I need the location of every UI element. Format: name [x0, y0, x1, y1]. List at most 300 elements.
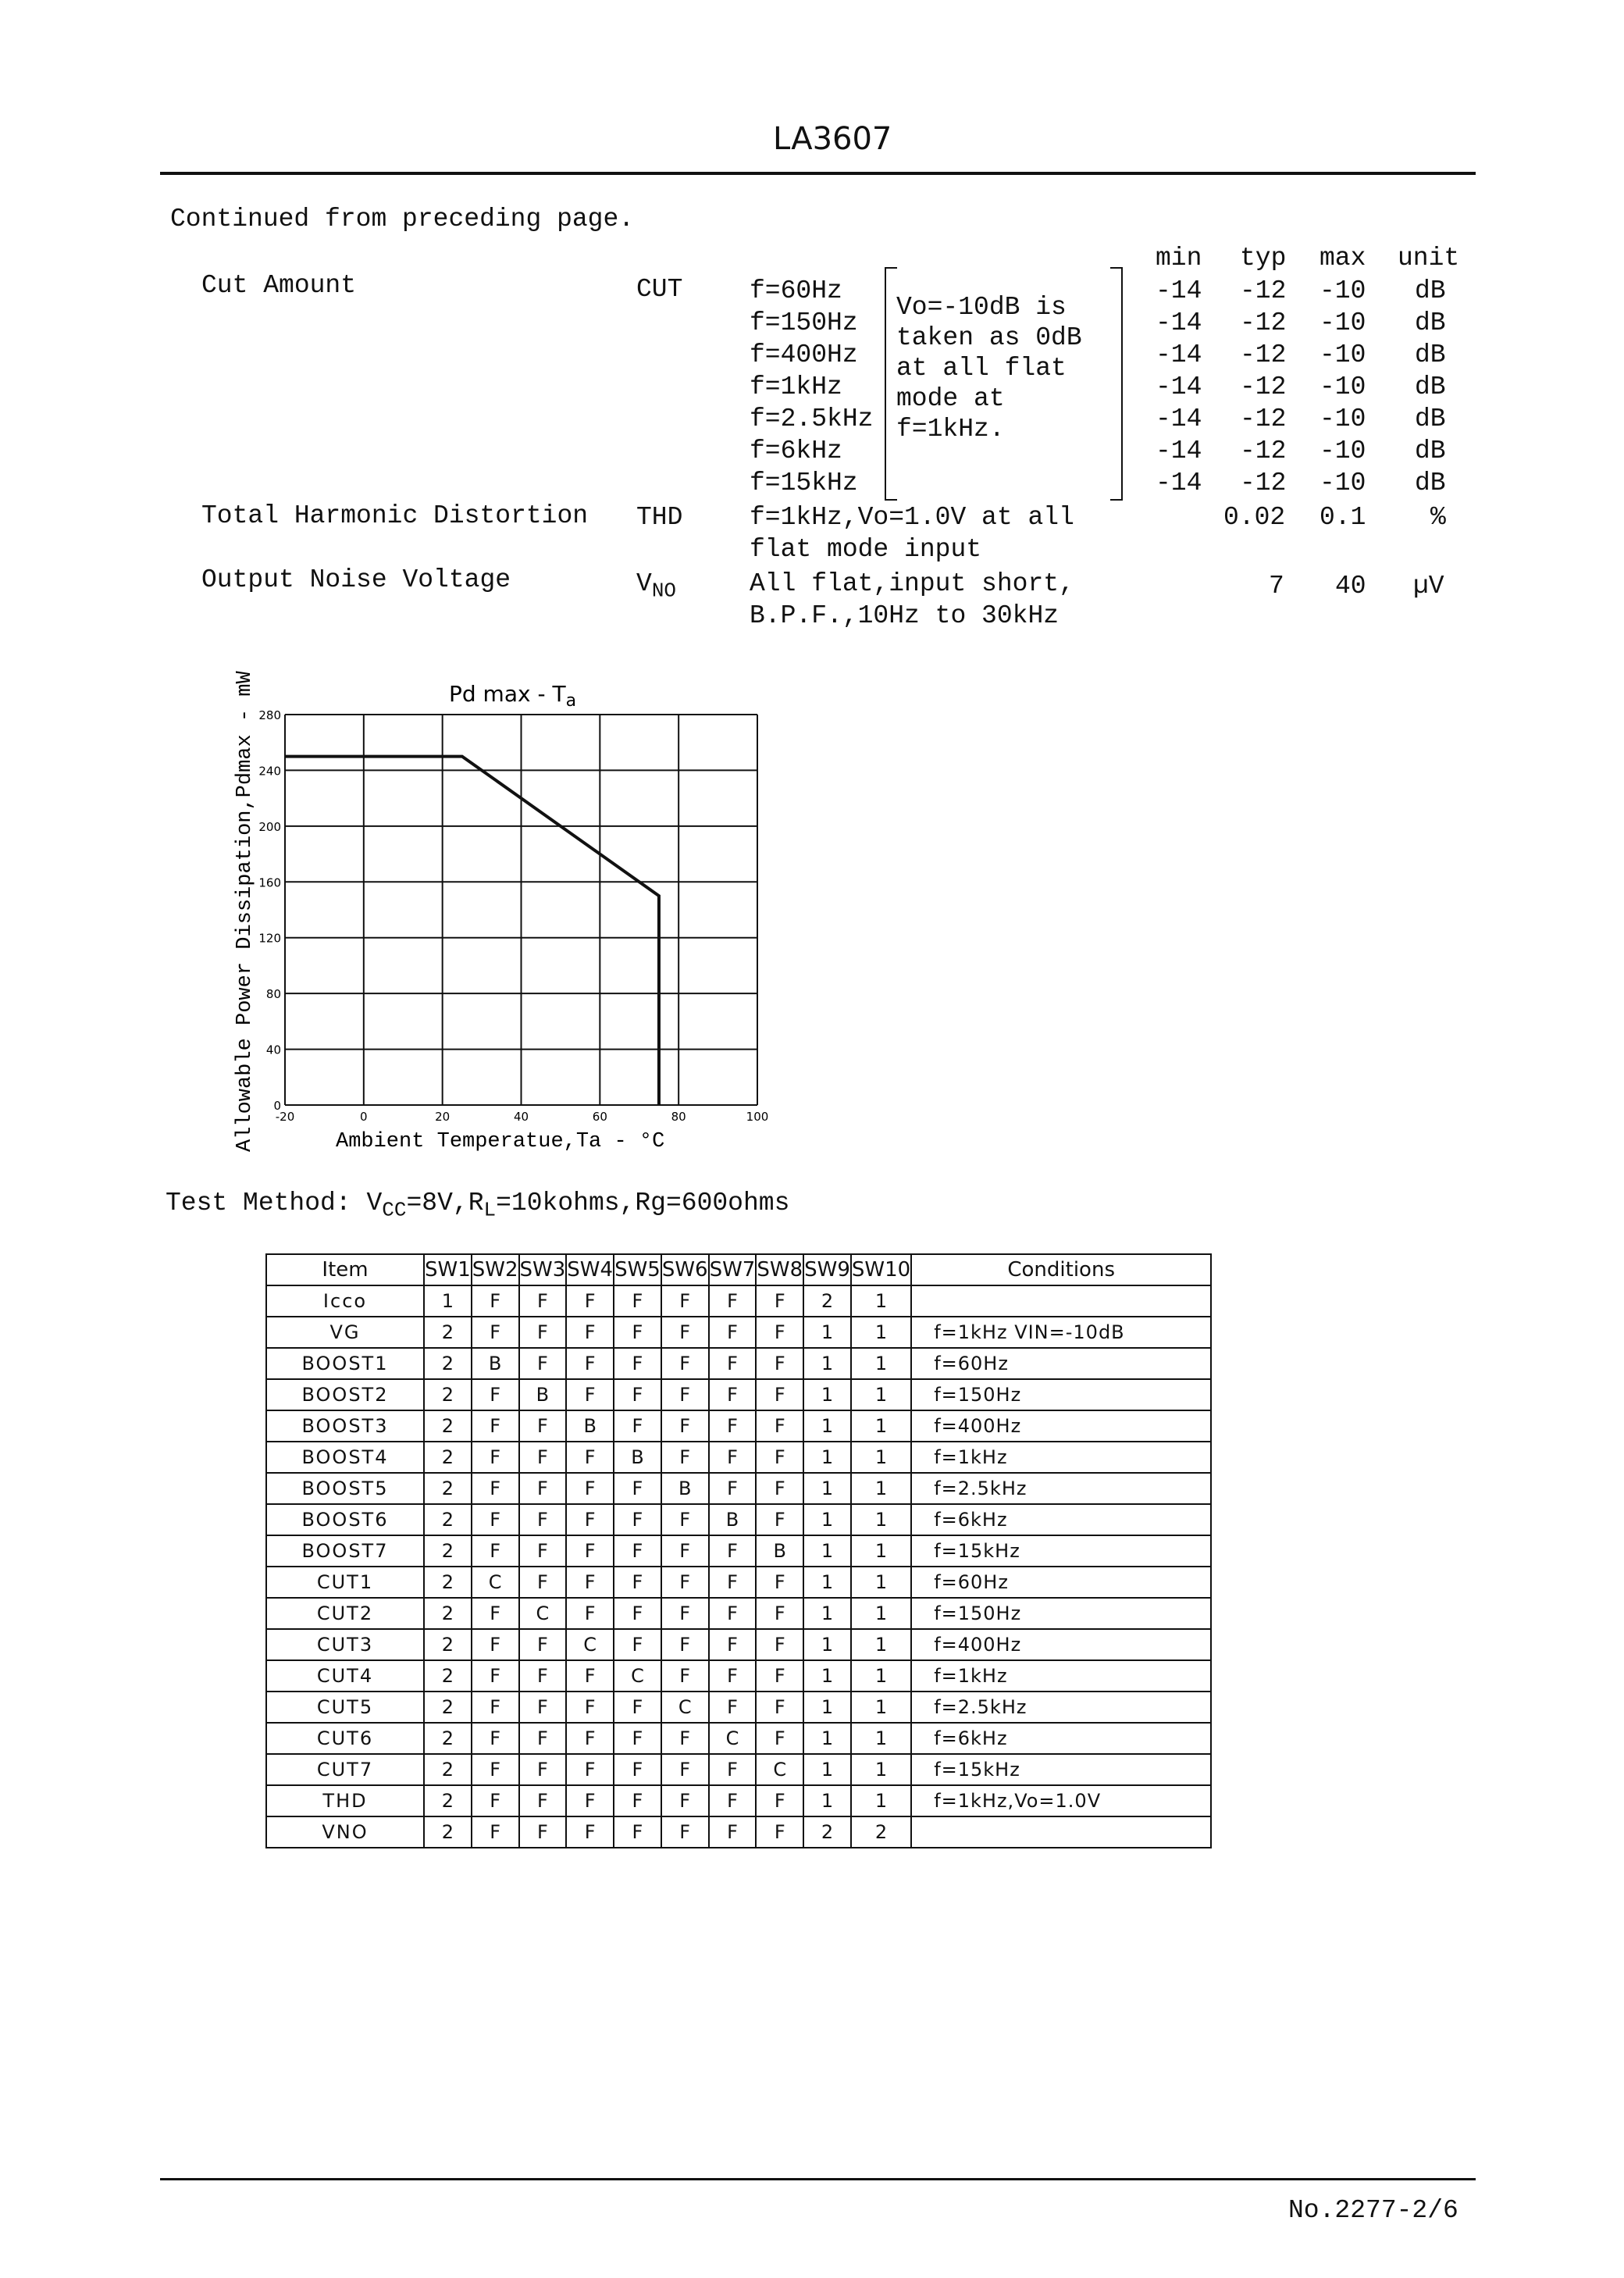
switch-setting: F	[614, 1410, 661, 1442]
switch-setting: F	[614, 1317, 661, 1348]
chart-title-main: Pd max - T	[449, 681, 566, 707]
switch-setting: 2	[424, 1535, 472, 1567]
row-condition: f=1kHz	[911, 1442, 1211, 1473]
table-row	[266, 1317, 1211, 1348]
switch-setting: 1	[803, 1317, 851, 1348]
switch-setting: F	[614, 1816, 661, 1848]
switch-setting: 1	[851, 1317, 911, 1348]
row-item: BOOST6	[266, 1504, 424, 1535]
chart-series	[285, 757, 659, 1105]
table-row	[266, 1442, 1211, 1473]
switch-setting: 1	[803, 1660, 851, 1692]
switch-setting: F	[709, 1535, 757, 1567]
cut-note-line: f=1kHz.	[896, 415, 1005, 444]
switch-setting: F	[756, 1785, 803, 1816]
switch-setting: F	[756, 1598, 803, 1629]
row-item: THD	[266, 1785, 424, 1816]
switch-setting: F	[661, 1285, 709, 1317]
table-row	[266, 1473, 1211, 1504]
switch-setting: F	[519, 1285, 567, 1317]
cut-typ: -12	[1240, 373, 1287, 401]
x-tick-label: 80	[671, 1110, 686, 1124]
row-condition: f=2.5kHz	[911, 1692, 1211, 1723]
thd-unit: %	[1430, 503, 1446, 532]
header-sw3: SW3	[519, 1254, 567, 1285]
cut-max: -10	[1320, 405, 1366, 433]
switch-setting: F	[756, 1348, 803, 1379]
switch-setting: F	[472, 1723, 519, 1754]
left-bracket	[885, 267, 897, 501]
row-item: BOOST1	[266, 1348, 424, 1379]
switch-setting: 1	[803, 1629, 851, 1660]
row-item: BOOST4	[266, 1442, 424, 1473]
chart-y-ticks	[258, 708, 281, 1113]
row-item: CUT4	[266, 1660, 424, 1692]
switch-setting: F	[519, 1692, 567, 1723]
switch-setting: F	[661, 1348, 709, 1379]
switch-setting: F	[472, 1754, 519, 1785]
switch-setting: F	[472, 1660, 519, 1692]
switch-setting: 2	[424, 1567, 472, 1598]
switch-setting: F	[566, 1379, 614, 1410]
switch-setting: F	[519, 1442, 567, 1473]
table-row	[266, 1598, 1211, 1629]
switch-setting: F	[709, 1567, 757, 1598]
cut-min: -14	[1156, 276, 1202, 305]
y-tick-label: 240	[258, 764, 281, 779]
switch-setting: 1	[851, 1348, 911, 1379]
switch-setting: 2	[424, 1473, 472, 1504]
switch-setting: F	[756, 1317, 803, 1348]
col-header-typ: typ	[1240, 244, 1287, 273]
switch-setting: 2	[424, 1442, 472, 1473]
switch-setting: F	[756, 1410, 803, 1442]
switch-setting: F	[472, 1317, 519, 1348]
y-tick-label: 280	[258, 708, 281, 722]
switch-setting: 1	[851, 1535, 911, 1567]
cut-typ: -12	[1240, 405, 1287, 433]
switch-setting: C	[661, 1692, 709, 1723]
switch-setting: F	[709, 1629, 757, 1660]
switch-table-body	[266, 1285, 1211, 1848]
switch-setting: F	[756, 1442, 803, 1473]
switch-setting: F	[472, 1535, 519, 1567]
thd-max: 0.1	[1320, 503, 1366, 532]
switch-setting: F	[756, 1660, 803, 1692]
switch-setting: 1	[851, 1473, 911, 1504]
switch-setting: F	[756, 1473, 803, 1504]
switch-setting: 1	[851, 1660, 911, 1692]
cut-min: -14	[1156, 373, 1202, 401]
vno-cond-line: B.P.F.,10Hz to 30kHz	[750, 601, 1060, 630]
cut-min: -14	[1156, 405, 1202, 433]
cut-min: -14	[1156, 340, 1202, 369]
switch-setting: F	[756, 1629, 803, 1660]
cut-symbol: CUT	[636, 275, 683, 304]
top-rule	[160, 172, 1476, 175]
switch-setting: C	[566, 1629, 614, 1660]
table-row	[266, 1535, 1211, 1567]
switch-setting: F	[661, 1504, 709, 1535]
row-condition: f=1kHz	[911, 1660, 1211, 1692]
row-condition: f=1kHz VIN=-10dB	[911, 1317, 1211, 1348]
header-sw6: SW6	[661, 1254, 709, 1285]
cut-typ: -12	[1240, 469, 1287, 497]
row-condition: f=400Hz	[911, 1410, 1211, 1442]
switch-setting: F	[566, 1785, 614, 1816]
switch-setting: 2	[424, 1629, 472, 1660]
thd-typ: 0.02	[1223, 503, 1286, 532]
table-row	[266, 1567, 1211, 1598]
cut-typ: -12	[1240, 308, 1287, 337]
col-header-min: min	[1156, 244, 1202, 273]
switch-setting: F	[709, 1379, 757, 1410]
switch-setting: F	[709, 1285, 757, 1317]
row-item: BOOST7	[266, 1535, 424, 1567]
switch-setting: F	[709, 1410, 757, 1442]
cut-note	[896, 292, 1082, 444]
header-sw5: SW5	[614, 1254, 661, 1285]
cut-amount-label: Cut Amount	[201, 271, 357, 300]
chart-x-ticks	[276, 1110, 769, 1124]
switch-setting: 1	[803, 1723, 851, 1754]
row-condition: f=150Hz	[911, 1598, 1211, 1629]
right-bracket	[1110, 267, 1123, 501]
chart-x-label: Ambient Temperatue,Ta - °C	[336, 1130, 665, 1153]
switch-setting: 1	[803, 1504, 851, 1535]
switch-setting: 2	[424, 1379, 472, 1410]
switch-setting: F	[614, 1785, 661, 1816]
test-method-prefix: Test Method:	[166, 1189, 367, 1217]
switch-setting: F	[661, 1410, 709, 1442]
switch-setting: 2	[424, 1598, 472, 1629]
cut-typ: -12	[1240, 276, 1287, 305]
table-row	[266, 1629, 1211, 1660]
switch-setting: 1	[851, 1410, 911, 1442]
switch-setting: 2	[424, 1410, 472, 1442]
switch-setting: F	[661, 1535, 709, 1567]
switch-setting: F	[472, 1504, 519, 1535]
cut-typ-col	[1240, 275, 1286, 499]
y-tick-label: 0	[273, 1099, 281, 1113]
switch-setting: F	[519, 1535, 567, 1567]
switch-setting: C	[709, 1723, 757, 1754]
switch-setting: F	[661, 1785, 709, 1816]
switch-setting: B	[756, 1535, 803, 1567]
vno-cond-line: All flat,input short,	[750, 569, 1074, 598]
switch-setting: 2	[424, 1348, 472, 1379]
page-number: No.2277-2/6	[1288, 2196, 1458, 2225]
switch-setting: B	[709, 1504, 757, 1535]
chart-grid	[285, 715, 757, 1105]
switch-setting: F	[614, 1692, 661, 1723]
switch-setting: F	[756, 1816, 803, 1848]
switch-setting: F	[614, 1379, 661, 1410]
y-tick-label: 160	[258, 875, 281, 890]
test-method	[166, 1189, 789, 1222]
row-condition	[911, 1816, 1211, 1848]
switch-setting: F	[566, 1285, 614, 1317]
switch-setting: 1	[851, 1285, 911, 1317]
switch-setting: C	[472, 1567, 519, 1598]
header-sw4: SW4	[566, 1254, 614, 1285]
switch-setting: F	[661, 1816, 709, 1848]
switch-setting: F	[472, 1816, 519, 1848]
switch-setting: F	[709, 1473, 757, 1504]
switch-setting: F	[709, 1754, 757, 1785]
switch-setting: 2	[803, 1816, 851, 1848]
switch-setting: F	[661, 1317, 709, 1348]
cut-note-line: taken as 0dB	[896, 323, 1082, 352]
x-tick-label: 0	[360, 1110, 368, 1124]
col-header-max: max	[1320, 244, 1366, 273]
switch-setting: B	[566, 1410, 614, 1442]
row-condition: f=2.5kHz	[911, 1473, 1211, 1504]
row-condition: f=6kHz	[911, 1504, 1211, 1535]
switch-setting: F	[519, 1660, 567, 1692]
switch-table-header	[266, 1254, 1211, 1285]
switch-setting: F	[614, 1504, 661, 1535]
pd-max-chart	[211, 648, 789, 1164]
switch-setting: C	[614, 1660, 661, 1692]
cut-max: -10	[1320, 469, 1366, 497]
chart-title	[449, 681, 576, 711]
switch-setting: 1	[851, 1692, 911, 1723]
table-row	[266, 1692, 1211, 1723]
row-item: CUT1	[266, 1567, 424, 1598]
vno-conditions	[750, 568, 1074, 632]
col-header-unit: unit	[1398, 244, 1460, 273]
row-condition: f=400Hz	[911, 1629, 1211, 1660]
switch-setting: F	[614, 1285, 661, 1317]
cut-typ: -12	[1240, 437, 1287, 465]
cut-min-col	[1156, 275, 1202, 499]
x-tick-label: -20	[275, 1110, 295, 1124]
switch-setting: F	[614, 1348, 661, 1379]
row-item: BOOST2	[266, 1379, 424, 1410]
switch-setting: F	[519, 1410, 567, 1442]
table-row	[266, 1379, 1211, 1410]
cut-freq: f=15kHz	[750, 469, 858, 497]
switch-setting: F	[472, 1785, 519, 1816]
x-tick-label: 40	[513, 1110, 529, 1124]
header-sw7: SW7	[709, 1254, 757, 1285]
switch-setting: 2	[424, 1754, 472, 1785]
switch-table	[265, 1253, 1212, 1848]
switch-setting: F	[709, 1785, 757, 1816]
switch-setting: 2	[424, 1317, 472, 1348]
thd-symbol: THD	[636, 503, 683, 532]
switch-setting: 2	[851, 1816, 911, 1848]
switch-setting: 1	[851, 1567, 911, 1598]
switch-setting: F	[472, 1473, 519, 1504]
x-tick-label: 60	[592, 1110, 607, 1124]
switch-setting: F	[566, 1504, 614, 1535]
switch-setting: F	[661, 1442, 709, 1473]
switch-setting: F	[519, 1504, 567, 1535]
cut-max: -10	[1320, 308, 1366, 337]
header-item: Item	[266, 1254, 424, 1285]
switch-setting: 1	[424, 1285, 472, 1317]
row-condition: f=60Hz	[911, 1348, 1211, 1379]
vno-symbol	[636, 568, 676, 608]
switch-setting: 1	[803, 1410, 851, 1442]
row-item: CUT7	[266, 1754, 424, 1785]
cut-note-line: at all flat	[896, 354, 1067, 383]
switch-setting: F	[566, 1723, 614, 1754]
switch-setting: F	[756, 1285, 803, 1317]
cut-unit: dB	[1415, 276, 1446, 305]
switch-setting: 2	[424, 1723, 472, 1754]
switch-setting: F	[519, 1473, 567, 1504]
cut-max: -10	[1320, 276, 1366, 305]
table-row	[266, 1285, 1211, 1317]
switch-setting: F	[709, 1816, 757, 1848]
switch-setting: F	[566, 1473, 614, 1504]
cut-freq-list	[750, 275, 873, 499]
switch-setting: 2	[424, 1785, 472, 1816]
switch-setting: F	[756, 1692, 803, 1723]
switch-setting: F	[709, 1692, 757, 1723]
row-item: CUT2	[266, 1598, 424, 1629]
row-item: VNO	[266, 1816, 424, 1848]
switch-setting: 1	[803, 1567, 851, 1598]
chart-y-label: Allowable Power Dissipation,Pdmax - mW	[233, 671, 257, 1152]
row-item: BOOST3	[266, 1410, 424, 1442]
switch-setting: 1	[803, 1535, 851, 1567]
switch-setting: B	[519, 1379, 567, 1410]
switch-setting: 1	[803, 1598, 851, 1629]
switch-setting: 1	[851, 1598, 911, 1629]
switch-setting: B	[614, 1442, 661, 1473]
switch-setting: F	[614, 1598, 661, 1629]
row-item: VG	[266, 1317, 424, 1348]
switch-setting: F	[566, 1348, 614, 1379]
switch-setting: 2	[424, 1816, 472, 1848]
table-row	[266, 1348, 1211, 1379]
switch-setting: F	[709, 1442, 757, 1473]
x-tick-label: 100	[746, 1110, 769, 1124]
test-method-rest: =10kohms,Rg=600ohms	[496, 1189, 790, 1217]
row-condition: f=15kHz	[911, 1754, 1211, 1785]
switch-setting: 1	[803, 1754, 851, 1785]
switch-setting: F	[519, 1754, 567, 1785]
switch-setting: F	[566, 1317, 614, 1348]
switch-setting: F	[519, 1348, 567, 1379]
cut-max: -10	[1320, 437, 1366, 465]
y-tick-label: 40	[265, 1043, 281, 1057]
switch-setting: F	[472, 1598, 519, 1629]
y-tick-label: 80	[265, 987, 281, 1002]
switch-setting: 1	[851, 1723, 911, 1754]
switch-setting: F	[519, 1567, 567, 1598]
switch-setting: F	[614, 1629, 661, 1660]
cut-freq: f=6kHz	[750, 437, 842, 465]
switch-setting: F	[472, 1629, 519, 1660]
switch-setting: F	[709, 1317, 757, 1348]
table-row	[266, 1504, 1211, 1535]
switch-setting: F	[661, 1629, 709, 1660]
switch-setting: F	[661, 1567, 709, 1598]
row-item: Icco	[266, 1285, 424, 1317]
switch-setting: F	[566, 1692, 614, 1723]
thd-cond-line: f=1kHz,Vo=1.0V at all	[750, 503, 1074, 532]
vno-symbol-sub: NO	[651, 579, 677, 603]
switch-setting: 1	[851, 1379, 911, 1410]
switch-setting: F	[661, 1379, 709, 1410]
row-item: CUT5	[266, 1692, 424, 1723]
switch-setting: 1	[851, 1442, 911, 1473]
cut-note-line: mode at	[896, 384, 1005, 413]
header-sw10: SW10	[851, 1254, 911, 1285]
row-item: CUT3	[266, 1629, 424, 1660]
chart-title-sub: a	[565, 691, 577, 711]
switch-setting: F	[519, 1816, 567, 1848]
table-row	[266, 1723, 1211, 1754]
row-item: BOOST5	[266, 1473, 424, 1504]
cut-typ: -12	[1240, 340, 1287, 369]
switch-setting: F	[519, 1723, 567, 1754]
table-row	[266, 1816, 1211, 1848]
switch-setting: 1	[851, 1754, 911, 1785]
switch-setting: B	[472, 1348, 519, 1379]
row-condition: f=60Hz	[911, 1567, 1211, 1598]
switch-setting: F	[566, 1442, 614, 1473]
switch-setting: 1	[851, 1629, 911, 1660]
table-row	[266, 1410, 1211, 1442]
header-sw1: SW1	[424, 1254, 472, 1285]
continued-note: Continued from preceding page.	[170, 205, 635, 234]
header-conditions: Conditions	[911, 1254, 1211, 1285]
cut-unit: dB	[1415, 437, 1446, 465]
switch-setting: C	[756, 1754, 803, 1785]
switch-setting: F	[756, 1567, 803, 1598]
cut-min: -14	[1156, 469, 1202, 497]
bottom-rule	[160, 2178, 1476, 2180]
cut-min: -14	[1156, 308, 1202, 337]
row-condition: f=15kHz	[911, 1535, 1211, 1567]
switch-setting: F	[709, 1660, 757, 1692]
y-tick-label: 120	[258, 931, 281, 946]
switch-setting: 1	[851, 1504, 911, 1535]
cut-unit: dB	[1415, 308, 1446, 337]
switch-setting: 1	[803, 1785, 851, 1816]
switch-setting: F	[566, 1535, 614, 1567]
row-condition	[911, 1285, 1211, 1317]
cut-freq: f=150Hz	[750, 308, 858, 337]
row-condition: f=1kHz,Vo=1.0V	[911, 1785, 1211, 1816]
switch-setting: F	[614, 1567, 661, 1598]
switch-setting: F	[519, 1317, 567, 1348]
cut-unit-col	[1415, 275, 1446, 499]
cut-unit: dB	[1415, 373, 1446, 401]
switch-setting: F	[472, 1442, 519, 1473]
switch-setting: F	[614, 1754, 661, 1785]
switch-setting: 1	[803, 1473, 851, 1504]
switch-setting: 1	[803, 1379, 851, 1410]
switch-setting: F	[661, 1754, 709, 1785]
switch-setting: F	[709, 1598, 757, 1629]
switch-setting: F	[519, 1785, 567, 1816]
switch-setting: F	[614, 1473, 661, 1504]
switch-setting: F	[566, 1598, 614, 1629]
cut-min: -14	[1156, 437, 1202, 465]
switch-setting: 1	[803, 1692, 851, 1723]
cut-max: -10	[1320, 373, 1366, 401]
row-item: CUT6	[266, 1723, 424, 1754]
table-row	[266, 1754, 1211, 1785]
switch-setting: 1	[803, 1442, 851, 1473]
